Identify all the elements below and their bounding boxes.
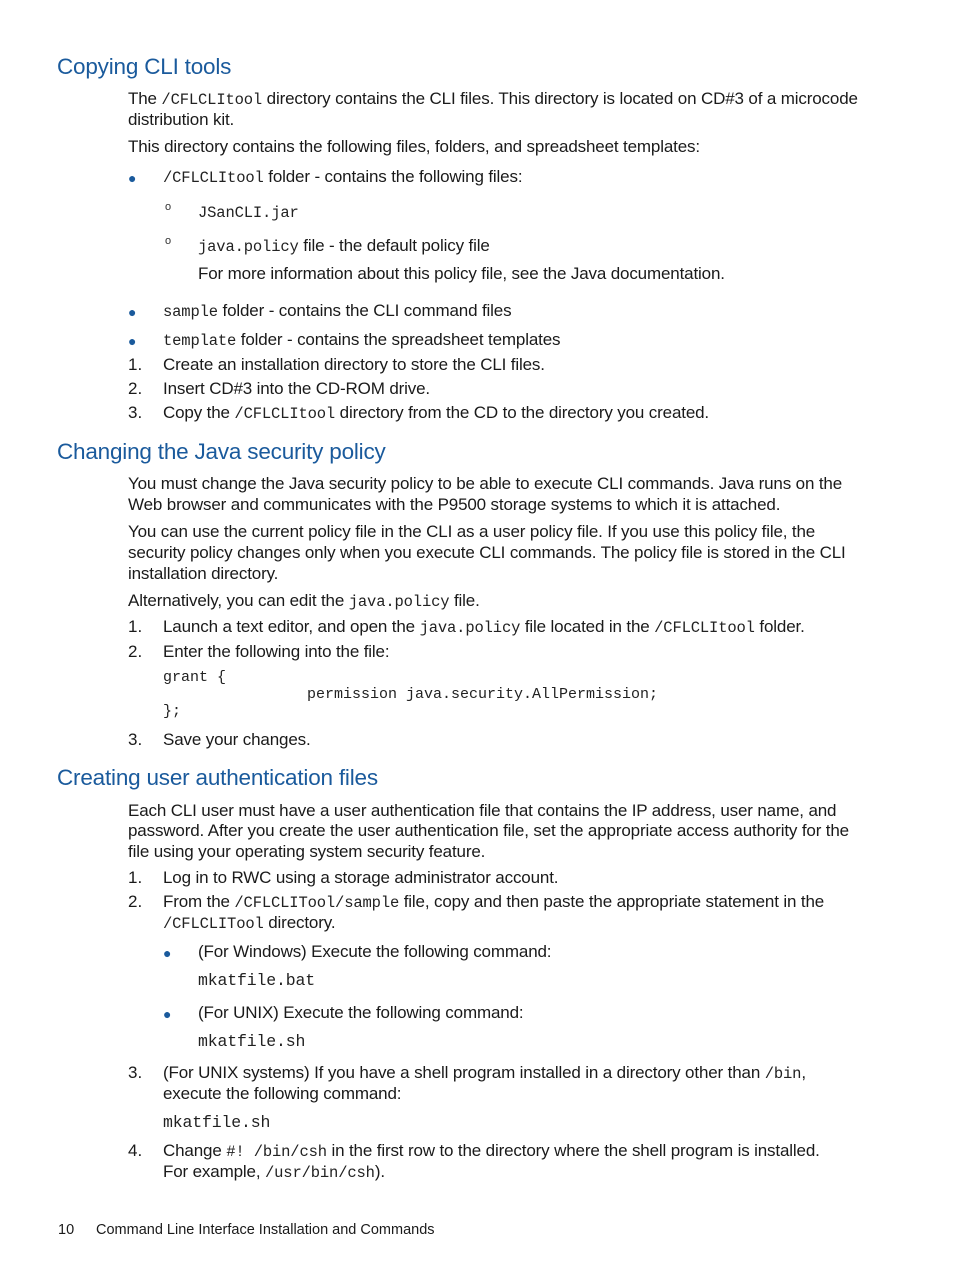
paragraph: You can use the current policy file in the CLI as a user policy file. If you use this policy file, the: [128, 522, 816, 541]
code-block-line: grant {: [163, 669, 227, 686]
step-text: Launch a text editor, and open the java.policy file located in the /CFLCLItool folder.: [163, 617, 805, 637]
code-block-line: permission java.security.AllPermission;: [307, 686, 659, 703]
footer-title: Command Line Interface Installation and Commands: [96, 1222, 435, 1238]
step-number: 2.: [128, 892, 143, 911]
paragraph: password. After you create the user authentication file, set the appropriate access authority for the: [128, 821, 849, 840]
step-text: (For UNIX systems) If you have a shell program installed in a directory other than /bin,: [163, 1063, 806, 1083]
step-number: 2.: [128, 379, 143, 398]
step-text: Change #! /bin/csh in the first row to the directory where the shell program is installed.: [163, 1141, 820, 1161]
step-number: 1.: [128, 617, 143, 636]
bullet-icon: ●: [163, 1006, 172, 1022]
list-item: sample folder - contains the CLI command files: [163, 301, 512, 321]
list-item: java.policy file - the default policy file: [198, 236, 490, 256]
circle-bullet-icon: o: [165, 201, 172, 213]
step-text: Enter the following into the file:: [163, 642, 390, 661]
step-number: 3.: [128, 1063, 143, 1082]
step-number: 1.: [128, 355, 143, 374]
step-text: From the /CFLCLITool/sample file, copy and then paste the appropriate statement in the: [163, 892, 825, 912]
step-text: For example, /usr/bin/csh).: [163, 1162, 385, 1182]
list-item: (For Windows) Execute the following command:: [198, 942, 552, 961]
page-number: 10: [58, 1222, 75, 1238]
list-item: /CFLCLItool folder - contains the following files:: [163, 167, 523, 187]
step-text: Log in to RWC using a storage administrator account.: [163, 868, 559, 887]
paragraph: security policy changes only when you execute CLI commands. The policy file is stored in the CLI: [128, 543, 846, 562]
step-text: execute the following command:: [163, 1084, 402, 1103]
section-heading-changing-java-security-policy: Changing the Java security policy: [57, 439, 386, 464]
step-number: 2.: [128, 642, 143, 661]
bullet-icon: ●: [128, 304, 137, 320]
step-number: 3.: [128, 730, 143, 749]
section-heading-creating-user-auth-files: Creating user authentication files: [57, 765, 378, 790]
code-block-line: };: [163, 703, 182, 720]
step-number: 1.: [128, 868, 143, 887]
bullet-icon: ●: [163, 945, 172, 961]
paragraph: Alternatively, you can edit the java.policy file.: [128, 591, 480, 611]
paragraph: distribution kit.: [128, 110, 235, 129]
paragraph: For more information about this policy file, see the Java documentation.: [198, 264, 725, 283]
paragraph: You must change the Java security policy to be able to execute CLI commands. Java runs on the: [128, 474, 843, 493]
step-number: 4.: [128, 1141, 143, 1160]
section-heading-copying-cli-tools: Copying CLI tools: [57, 54, 232, 79]
code-line: mkatfile.sh: [198, 1032, 306, 1051]
paragraph: The /CFLCLItool directory contains the CLI files. This directory is located on CD#3 of a microcode: [128, 89, 858, 109]
inline-code: /CFLCLItool: [161, 91, 263, 109]
code-line: mkatfile.bat: [198, 971, 316, 990]
circle-bullet-icon: o: [165, 235, 172, 247]
step-text: /CFLCLITool directory.: [163, 913, 336, 933]
bullet-icon: ●: [128, 333, 137, 349]
step-text: Create an installation directory to store the CLI files.: [163, 355, 545, 374]
list-item: JSanCLI.jar: [198, 204, 299, 222]
paragraph: Web browser and communicates with the P9500 storage systems to which it is attached.: [128, 495, 781, 514]
list-item: template folder - contains the spreadsheet templates: [163, 330, 561, 350]
paragraph: installation directory.: [128, 564, 279, 583]
code-line: mkatfile.sh: [163, 1113, 271, 1132]
step-text: Save your changes.: [163, 730, 311, 749]
paragraph: This directory contains the following files, folders, and spreadsheet templates:: [128, 137, 700, 156]
paragraph: Each CLI user must have a user authentication file that contains the IP address, user name, and: [128, 801, 837, 820]
bullet-icon: ●: [128, 170, 137, 186]
step-text: Insert CD#3 into the CD-ROM drive.: [163, 379, 430, 398]
list-item: (For UNIX) Execute the following command:: [198, 1003, 524, 1022]
paragraph: file using your operating system security feature.: [128, 842, 486, 861]
step-number: 3.: [128, 403, 143, 422]
step-text: Copy the /CFLCLItool directory from the CD to the directory you created.: [163, 403, 710, 423]
